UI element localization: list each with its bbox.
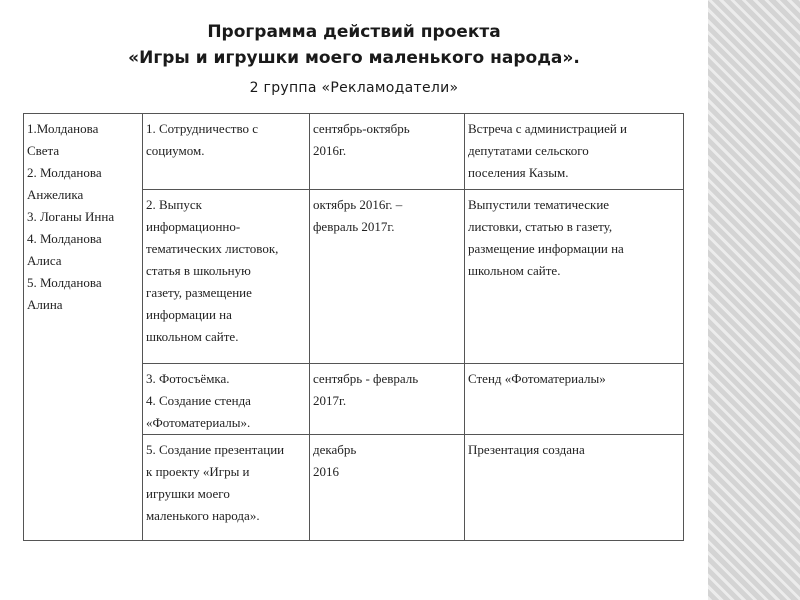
period-cell: сентябрь-октябрь 2016г. <box>310 114 465 190</box>
slide-title-line2: «Игры и игрушки моего маленького народа». <box>128 48 580 68</box>
period-cell: сентябрь - февраль 2017г. <box>310 364 465 435</box>
result-cell: Стенд «Фотоматериалы» <box>465 364 684 435</box>
result-cell: Презентация создана <box>465 435 684 541</box>
result-cell: Выпустили тематические листовки, статью в газету, размещение информации на школьном сайте. <box>465 190 684 364</box>
action-program-table <box>23 113 684 541</box>
slide-title-line1: Программа действий проекта <box>207 22 501 42</box>
action-cell: 2. Выпуск информационно- тематических листовок, статья в школьную газету, размещение информации на школьном сайте. <box>143 190 310 364</box>
action-cell: 3. Фотосъёмка. 4. Создание стенда «Фотоматериалы». <box>143 364 310 435</box>
result-cell: Встреча с администрацией и депутатами сельского поселения Казым. <box>465 114 684 190</box>
period-cell: октябрь 2016г. – февраль 2017г. <box>310 190 465 364</box>
group-members-cell: 1.Молданова Света 2. Молданова Анжелика 3. Логаны Инна 4. Молданова Алиса 5. Молданова Алина <box>24 114 143 541</box>
table-row <box>24 114 684 190</box>
slide-subtitle: 2 группа «Рекламодатели» <box>249 80 459 96</box>
decorative-side-strip <box>708 0 800 600</box>
period-cell: декабрь 2016 <box>310 435 465 541</box>
action-cell: 5. Создание презентации к проекту «Игры и игрушки моего маленького народа». <box>143 435 310 541</box>
action-cell: 1. Сотрудничество с социумом. <box>143 114 310 190</box>
